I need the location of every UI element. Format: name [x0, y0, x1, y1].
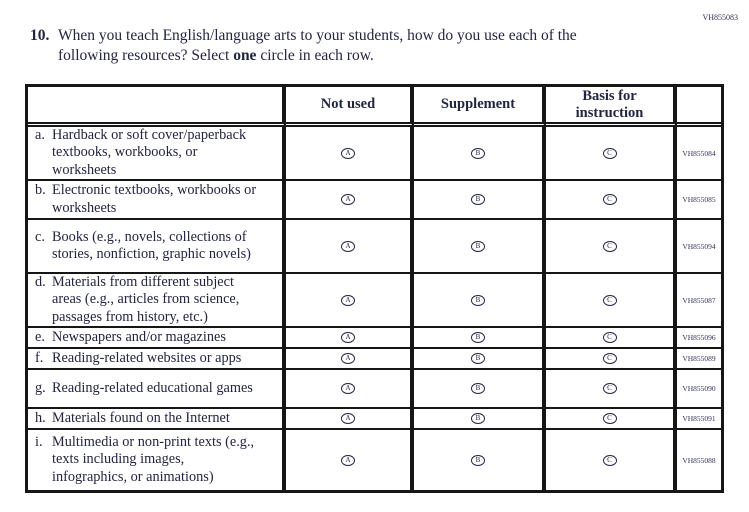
option-cell-supplement: [414, 181, 546, 220]
question-line1: When you teach English/language arts to your students, how do you use each of the: [58, 27, 577, 44]
resource-label-cell: [28, 370, 286, 409]
option-circle-not-used[interactable]: A: [341, 332, 355, 343]
option-circle-basis[interactable]: C: [603, 241, 617, 252]
resource-label: [35, 380, 253, 398]
row-letter: b.: [35, 182, 46, 198]
option-cell-supplement: [414, 127, 546, 181]
option-circle-supplement[interactable]: B: [471, 148, 485, 159]
option-cell-basis: [546, 274, 677, 328]
option-cell-not-used: [286, 430, 414, 490]
option-circle-basis[interactable]: C: [603, 455, 617, 466]
option-cell-not-used: [286, 274, 414, 328]
option-circle-supplement[interactable]: B: [471, 383, 485, 394]
row-letter: d.: [35, 274, 46, 290]
option-circle-not-used[interactable]: A: [341, 455, 355, 466]
option-circle-supplement[interactable]: B: [471, 332, 485, 343]
resource-label-cell: [28, 274, 286, 328]
option-circle-supplement[interactable]: B: [471, 353, 485, 364]
header-cell-empty: [28, 87, 286, 127]
row-label-text: Multimedia or non-print texts (e.g., texts including images, infographics, or animations): [52, 433, 255, 485]
resource-label-cell: [28, 220, 286, 274]
row-code: VH855085: [677, 181, 721, 220]
option-circle-supplement[interactable]: B: [471, 295, 485, 306]
option-cell-not-used: [286, 220, 414, 274]
row-letter: c.: [35, 228, 45, 245]
option-cell-not-used: [286, 409, 414, 430]
option-cell-not-used: [286, 127, 414, 181]
option-cell-supplement: [414, 349, 546, 370]
option-circle-supplement[interactable]: B: [471, 413, 485, 424]
header-cell-supplement: Supplement: [414, 87, 546, 127]
option-circle-not-used[interactable]: A: [341, 148, 355, 159]
resource-label-cell: [28, 349, 286, 370]
question-number: 10.: [30, 27, 50, 44]
row-code: VH855090: [677, 370, 721, 409]
option-cell-basis: [546, 220, 677, 274]
row-label-text: Books (e.g., novels, collections of stories, nonfiction, graphic novels): [52, 228, 251, 262]
row-label-text: Reading-related websites or apps: [52, 349, 242, 366]
resource-label-cell: [28, 328, 286, 349]
option-cell-basis: [546, 181, 677, 220]
resource-label: [35, 329, 226, 347]
row-label-text: Materials found on the Internet: [52, 409, 230, 426]
row-label-text: Electronic textbooks, workbooks or worksheets: [52, 182, 257, 216]
option-cell-not-used: [286, 349, 414, 370]
question-line2-pre: following resources? Select: [58, 46, 234, 64]
option-cell-not-used: [286, 328, 414, 349]
option-circle-basis[interactable]: C: [603, 383, 617, 394]
resource-label: [35, 127, 260, 179]
row-label-text: Hardback or soft cover/paperback textbooks, workbooks, or worksheets: [52, 127, 247, 178]
option-circle-basis[interactable]: C: [603, 353, 617, 364]
row-code: VH855091: [677, 409, 721, 430]
option-circle-supplement[interactable]: B: [471, 455, 485, 466]
row-letter: e.: [35, 328, 45, 345]
option-circle-basis[interactable]: C: [603, 148, 617, 159]
row-label-text: Materials from different subject areas (e.g., articles from science, passages from history, etc.): [52, 274, 240, 325]
option-circle-not-used[interactable]: A: [341, 241, 355, 252]
resource-label: [35, 410, 230, 428]
resource-label-cell: [28, 409, 286, 430]
option-cell-supplement: [414, 409, 546, 430]
option-cell-supplement: [414, 370, 546, 409]
option-cell-not-used: [286, 370, 414, 409]
row-letter: h.: [35, 409, 46, 426]
option-cell-supplement: [414, 274, 546, 328]
row-letter: i.: [35, 433, 43, 450]
resource-label: [35, 350, 241, 368]
option-cell-supplement: [414, 220, 546, 274]
row-letter: a.: [35, 127, 45, 143]
option-circle-not-used[interactable]: A: [341, 295, 355, 306]
option-circle-basis[interactable]: C: [603, 413, 617, 424]
option-cell-basis: [546, 430, 677, 490]
option-cell-basis: [546, 328, 677, 349]
option-circle-not-used[interactable]: A: [341, 194, 355, 205]
header-cell-basis: Basis for instruction: [546, 87, 677, 127]
resource-label: [35, 434, 260, 487]
resource-label-cell: [28, 430, 286, 490]
resource-label-cell: [28, 181, 286, 220]
resource-label: [35, 229, 260, 264]
question-text: [58, 26, 577, 65]
response-table: [25, 84, 724, 493]
option-cell-basis: [546, 409, 677, 430]
row-letter: g.: [35, 379, 46, 396]
option-circle-basis[interactable]: C: [603, 295, 617, 306]
row-code: VH855094: [677, 220, 721, 274]
question-line2-post: circle in each row.: [256, 46, 374, 64]
option-cell-supplement: [414, 430, 546, 490]
option-circle-not-used[interactable]: A: [341, 353, 355, 364]
resource-label: [35, 182, 260, 217]
row-letter: f.: [35, 349, 44, 366]
row-label-text: Newspapers and/or magazines: [52, 328, 226, 345]
option-circle-supplement[interactable]: B: [471, 194, 485, 205]
option-cell-basis: [546, 349, 677, 370]
header-cell-not-used: Not used: [286, 87, 414, 127]
option-circle-not-used[interactable]: A: [341, 413, 355, 424]
form-code: VH855083: [702, 13, 738, 22]
question-block: [30, 26, 670, 65]
resource-label-cell: [28, 127, 286, 181]
header-cell-code: [677, 87, 721, 127]
row-code: VH855087: [677, 274, 721, 328]
option-circle-basis[interactable]: C: [603, 332, 617, 343]
option-cell-supplement: [414, 328, 546, 349]
option-cell-basis: [546, 127, 677, 181]
row-label-text: Reading-related educational games: [52, 379, 253, 396]
option-circle-supplement[interactable]: B: [471, 241, 485, 252]
option-cell-not-used: [286, 181, 414, 220]
option-cell-basis: [546, 370, 677, 409]
row-code: VH855089: [677, 349, 721, 370]
resource-label: [35, 274, 260, 326]
row-code: VH855088: [682, 455, 716, 465]
row-code: VH855084: [677, 127, 721, 181]
row-code: VH855096: [677, 328, 721, 349]
option-circle-basis[interactable]: C: [603, 194, 617, 205]
question-line2-bold: one: [233, 46, 257, 64]
option-circle-not-used[interactable]: A: [341, 383, 355, 394]
